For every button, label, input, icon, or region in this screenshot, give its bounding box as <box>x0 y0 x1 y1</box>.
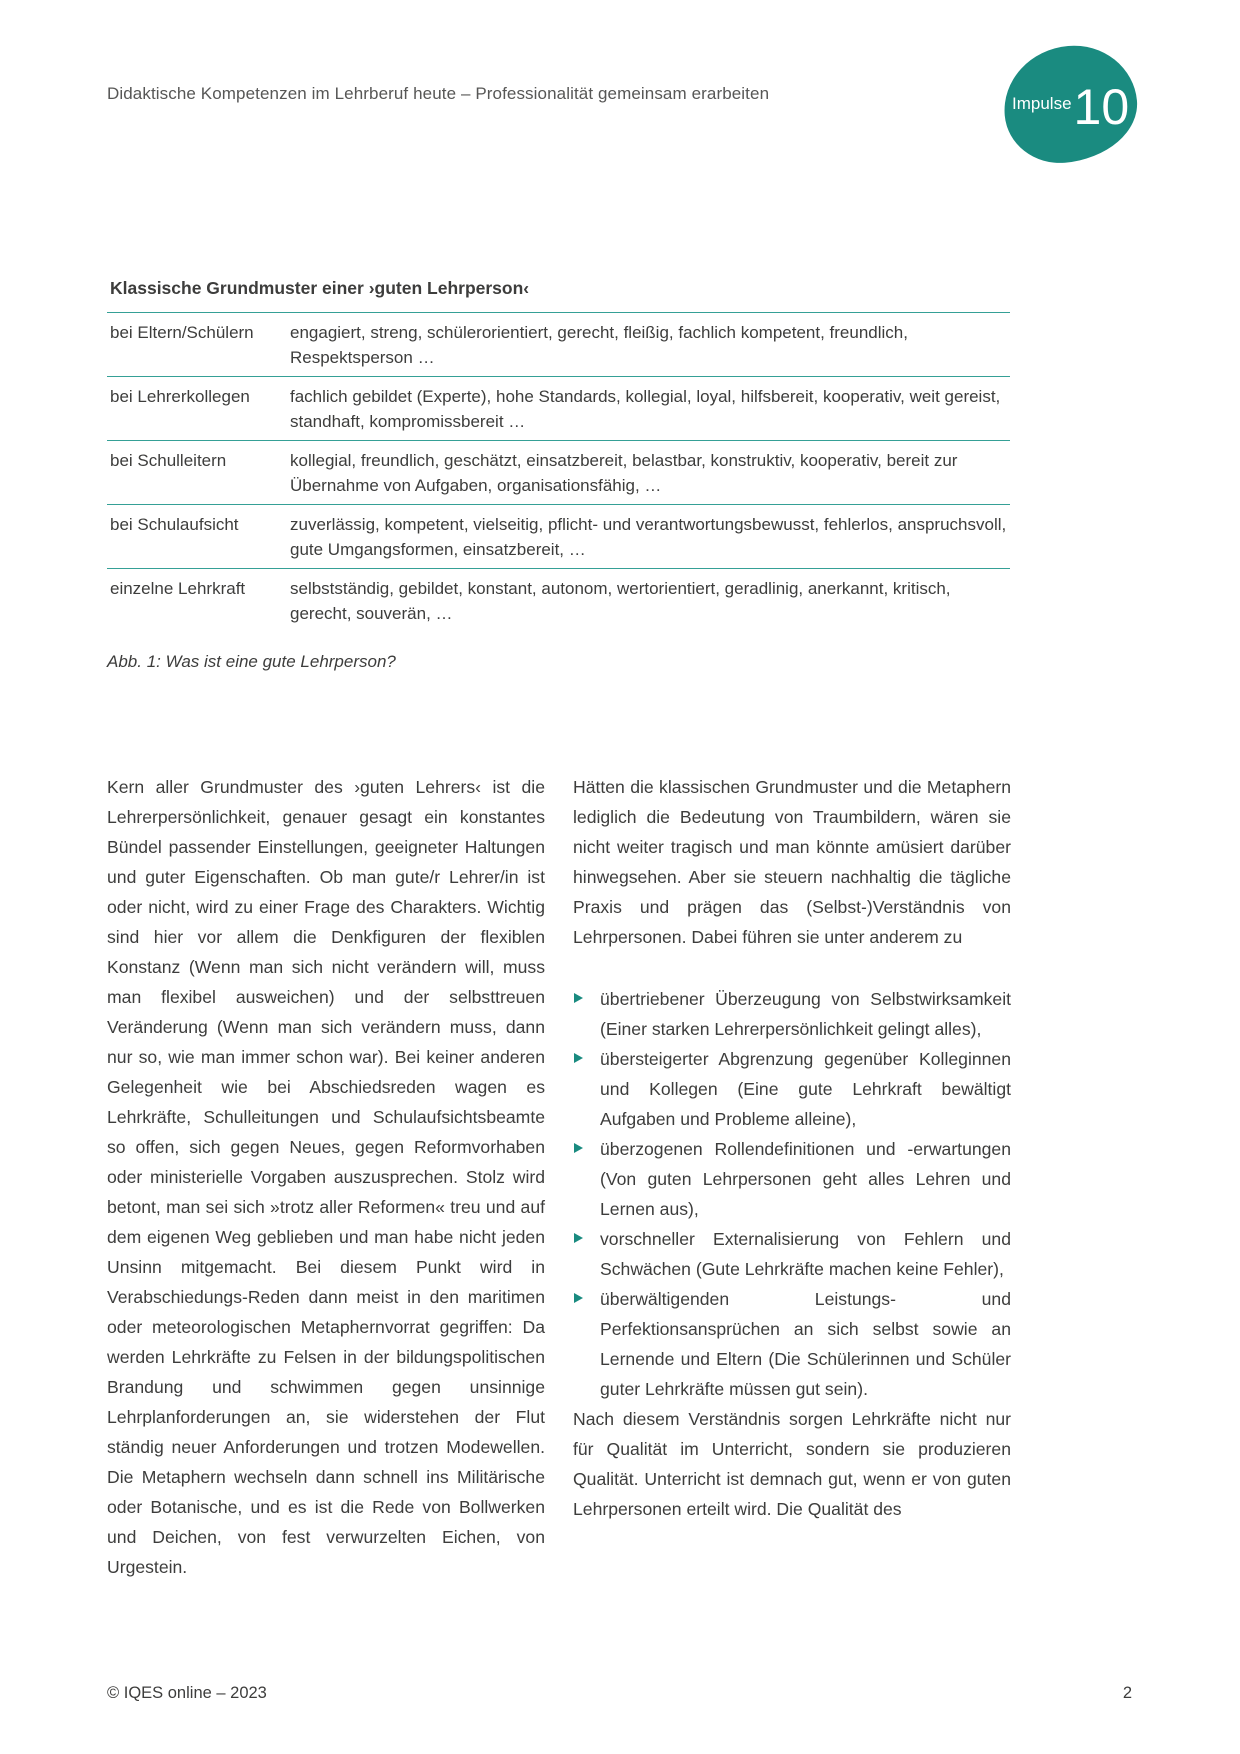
list-item <box>573 1044 1011 1134</box>
table-row-value: fachlich gebildet (Experte), hohe Standards, kollegial, loyal, hilfsbereit, kooperativ, weit gereist, standhaft, kompromissbereit … <box>290 387 1001 431</box>
badge-issue-number: 10 <box>1073 79 1130 135</box>
table-row-value: kollegial, freundlich, geschätzt, einsatzbereit, belastbar, konstruktiv, kooperativ, bereit zur Übernahme von Aufgaben, organisationsfähig, … <box>290 451 958 495</box>
table-row-value: selbstständig, gebildet, konstant, autonom, wertorientiert, geradlinig, anerkannt, kritisch, gerecht, souverän, … <box>290 579 951 623</box>
list-item-text: übersteigerter Abgrenzung gegenüber Kolleginnen und Kollegen (Eine gute Lehrkraft bewältigt Aufgaben und Probleme alleine), <box>600 1049 1011 1129</box>
triangle-bullet-icon <box>574 993 583 1003</box>
bullet-list <box>573 984 1011 1404</box>
list-item-text: vorschneller Externalisierung von Fehlern und Schwächen (Gute Lehrkräfte machen keine Fehler), <box>600 1229 1011 1279</box>
table-row-value: engagiert, streng, schülerorientiert, gerecht, fleißig, fachlich kompetent, freundlich, Respektsperson … <box>290 323 908 367</box>
triangle-bullet-icon <box>574 1293 583 1303</box>
page-number: 2 <box>1122 1684 1132 1702</box>
list-item <box>573 1134 1011 1224</box>
impulse-badge <box>999 40 1142 167</box>
figure-caption: Abb. 1: Was ist eine gute Lehrperson? <box>107 652 396 671</box>
list-item-text: überwältigenden Leistungs- und Perfektionsansprüchen an sich selbst sowie an Lernende und Eltern (Die Schülerinnen und Schüler guter Lehrkräfte müssen gut sein). <box>600 1289 1011 1399</box>
list-item-text: überzogenen Rollendefinitionen und -erwartungen (Von guten Lehrpersonen geht alles Lehren und Lernen aus), <box>600 1139 1011 1219</box>
right-column-intro-paragraph: Hätten die klassischen Grundmuster und die Metaphern lediglich die Bedeutung von Traumbildern, wären sie nicht weiter tragisch und man könnte amüsiert darüber hinwegsehen. Aber sie steuern nachhaltig die tägliche Praxis und prägen das (Selbst-)Verständnis von Lehrpersonen. Dabei führen sie unter anderem zu <box>573 777 1011 947</box>
table-row-label: bei Schulaufsicht <box>110 515 239 534</box>
table-row <box>107 312 1010 376</box>
list-item <box>573 1224 1011 1284</box>
left-column-paragraph: Kern aller Grundmuster des ›guten Lehrers‹ ist die Lehrerpersönlichkeit, genauer gesagt ein konstantes Bündel passender Einstellungen, geeigneter Haltungen und guter Eigenschaften. Ob man gute/r Lehrer/in ist oder nicht, wird zu einer Frage des Charakters. Wichtig sind hier vor allem die Denkfiguren der flexiblen Konstanz (Wenn man sich nicht verändern will, muss man flexibel ausweichen) und der selbsttreuen Veränderung (Wenn man sich verändern muss, dann nur so, wie man immer schon war). Bei keiner anderen Gelegenheit wie bei Abschiedsreden wagen es Lehrkräfte, Schulleitungen und Schulaufsichtsbeamte so offen, sich gegen Neues, gegen Reformvorhaben oder ministerielle Vorgaben auszusprechen. Stolz wird betont, man sei sich »trotz aller Reformen« treu und auf dem eigenen Weg geblieben und man habe nicht jeden Unsinn mitgemacht. Bei diesem Punkt wird in Verabschiedungs-Reden dann meist in den maritimen oder meteorologischen Metaphernvorrat gegriffen: Da werden Lehrkräfte zu Felsen in der bildungspolitischen Brandung und schwimmen gegen unsinnige Lehrplanforderungen an, sie widerstehen der Flut ständig neuer Anforderungen und trotzen Modewellen. Die Metaphern wechseln dann schnell ins Militärische oder Botanische, und es ist die Rede von Bollwerken und Deichen, von fest verwurzelten Eichen, von Urgestein. <box>107 777 545 1577</box>
table-row <box>107 504 1010 568</box>
figure-table <box>107 278 1010 632</box>
table-row-value: zuverlässig, kompetent, vielseitig, pflicht- und verantwortungsbewusst, fehlerlos, anspruchsvoll, gute Umgangsformen, einsatzbereit, … <box>290 515 1007 559</box>
table-title: Klassische Grundmuster einer ›guten Lehrperson‹ <box>110 278 530 298</box>
impulse-badge-content <box>1011 79 1130 135</box>
left-column <box>107 772 545 1582</box>
list-item <box>573 984 1011 1044</box>
table-row-label: bei Eltern/Schülern <box>110 323 254 342</box>
table-row <box>107 376 1010 440</box>
running-header-title: Didaktische Kompetenzen im Lehrberuf heute – Professionalität gemeinsam erarbeiten <box>107 84 770 103</box>
footer-copyright: © IQES online – 2023 <box>107 1684 267 1702</box>
triangle-bullet-icon <box>574 1053 583 1063</box>
body-columns <box>107 772 1011 1582</box>
table-row <box>107 568 1010 632</box>
table-row <box>107 440 1010 504</box>
table-row-label: bei Schulleitern <box>110 451 227 470</box>
list-item-text: übertriebener Überzeugung von Selbstwirksamkeit (Einer starken Lehrerpersönlichkeit gelingt alles), <box>600 989 1011 1039</box>
table-row-label: bei Lehrerkollegen <box>110 387 250 406</box>
right-column-outro-paragraph: Nach diesem Verständnis sorgen Lehrkräfte nicht nur für Qualität im Unterricht, sondern sie produzieren Qualität. Unterricht ist demnach gut, wenn er von guten Lehrpersonen erteilt wird. Die Qualität des <box>573 1409 1011 1519</box>
badge-series-label: Impulse <box>1011 94 1072 113</box>
triangle-bullet-icon <box>574 1143 583 1153</box>
triangle-bullet-icon <box>574 1233 583 1243</box>
right-column <box>573 772 1011 1582</box>
table-row-label: einzelne Lehrkraft <box>110 579 246 598</box>
list-item <box>573 1284 1011 1404</box>
